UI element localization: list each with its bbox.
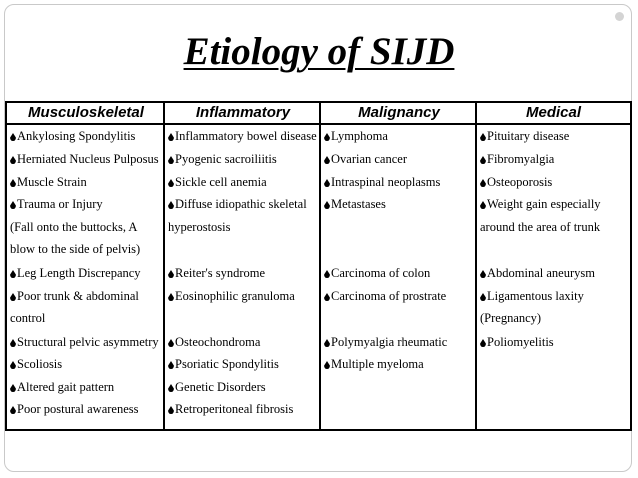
table-cell-line [168, 125, 317, 147]
cell-text: around the area of trunk [480, 220, 601, 234]
bullet-drop-icon [10, 361, 16, 369]
bullet-drop-icon [324, 339, 330, 347]
cell-text: Pituitary disease [487, 129, 570, 143]
cell-text: Sickle cell anemia [175, 175, 267, 189]
cell-text: Pyogenic sacroiliitis [175, 152, 277, 166]
bullet-drop-icon [10, 201, 16, 209]
cell-text: Poliomyelitis [487, 335, 554, 349]
cell-text: Herniated Nucleus Pulposus [17, 152, 159, 166]
bullet-drop-icon [10, 406, 16, 414]
header-malignancy: Malignancy [358, 104, 440, 121]
bullet-drop-icon [10, 293, 16, 301]
cell-text: Scoliosis [17, 357, 63, 371]
table-cell-line [480, 125, 569, 147]
table-cell-line [10, 193, 103, 215]
cell-text: hyperostosis [168, 220, 231, 234]
bullet-drop-icon [10, 384, 16, 392]
cell-text: control [10, 311, 46, 325]
bullet-drop-icon [168, 361, 174, 369]
table-cell-line [168, 398, 293, 420]
cell-text: (Fall onto the buttocks, A [10, 220, 138, 234]
cell-text: Abdominal aneurysm [487, 266, 595, 280]
bullet-drop-icon [168, 384, 174, 392]
cell-text: Osteoporosis [487, 175, 553, 189]
cell-text: Multiple myeloma [331, 357, 424, 371]
bullet-drop-icon [480, 179, 486, 187]
cell-text: Reiter's syndrome [175, 266, 266, 280]
table-cell-line [10, 285, 139, 307]
table-cell-line [324, 285, 446, 307]
table-cell-line [168, 331, 260, 353]
table-cell-line [324, 148, 407, 170]
cell-text: Ankylosing Spondylitis [17, 129, 136, 143]
bullet-drop-icon [324, 133, 330, 141]
table-cell-line [480, 171, 552, 193]
bullet-drop-icon [10, 179, 16, 187]
bullet-drop-icon [168, 179, 174, 187]
cell-text: Psoriatic Spondylitis [175, 357, 279, 371]
bullet-drop-icon [480, 133, 486, 141]
bullet-drop-icon [10, 339, 16, 347]
table-cell-line [168, 262, 265, 284]
cell-text: Altered gait pattern [17, 380, 115, 394]
table-cell-line [480, 285, 584, 307]
column-medical [477, 125, 630, 429]
bullet-drop-icon [324, 270, 330, 278]
cell-text: Genetic Disorders [175, 380, 266, 394]
bullet-drop-icon [168, 156, 174, 164]
cell-text: Leg Length Discrepancy [17, 266, 141, 280]
table-cell-line [10, 353, 62, 375]
bullet-drop-icon [324, 201, 330, 209]
cell-text: Poor postural awareness [17, 402, 139, 416]
cell-text: Fibromyalgia [487, 152, 555, 166]
bullet-drop-icon [480, 270, 486, 278]
table-cell-line [324, 171, 440, 193]
table-cell-line [324, 262, 430, 284]
bullet-drop-icon [480, 156, 486, 164]
cell-text: Structural pelvic asymmetry [17, 335, 159, 349]
table-cell-line [168, 148, 277, 170]
bullet-drop-icon [168, 201, 174, 209]
table-cell-line [480, 307, 541, 329]
corner-dot-icon [615, 12, 624, 21]
table-cell-line [168, 353, 279, 375]
table-cell-line [168, 216, 231, 238]
bullet-drop-icon [10, 156, 16, 164]
slide-title [0, 30, 638, 74]
table-cell-line [480, 331, 554, 353]
cell-text: Osteochondroma [175, 335, 261, 349]
bullet-drop-icon [10, 133, 16, 141]
cell-text: Muscle Strain [17, 175, 87, 189]
table-cell-line [10, 216, 137, 238]
bullet-drop-icon [480, 201, 486, 209]
table-cell-line [10, 307, 45, 329]
cell-text: Metastases [331, 197, 386, 211]
bullet-drop-icon [168, 133, 174, 141]
table-cell-line [480, 193, 601, 215]
column-malignancy [321, 125, 477, 429]
table-cell-line [10, 331, 159, 353]
table-cell-line [10, 262, 141, 284]
etiology-table [5, 101, 632, 431]
slide-title-text: Etiology of SIJD [183, 30, 455, 73]
bullet-drop-icon [324, 361, 330, 369]
bullet-drop-icon [324, 179, 330, 187]
cell-text: Ovarian cancer [331, 152, 407, 166]
table-cell-line [480, 148, 554, 170]
table-cell-line [10, 238, 140, 260]
table-cell-line [324, 331, 447, 353]
cell-text: (Pregnancy) [480, 311, 542, 325]
cell-text: Intraspinal neoplasms [331, 175, 441, 189]
table-cell-line [10, 398, 139, 420]
header-musculoskeletal: Musculoskeletal [28, 104, 144, 121]
table-cell-line [10, 171, 87, 193]
table-cell-line [10, 125, 135, 147]
column-musculoskeletal [7, 125, 165, 429]
cell-text: Lymphoma [331, 129, 388, 143]
table-cell-line [10, 376, 114, 398]
cell-text: blow to the side of pelvis) [10, 242, 141, 256]
table-cell-line [324, 125, 388, 147]
cell-text: Poor trunk & abdominal [17, 289, 139, 303]
header-medical: Medical [525, 104, 582, 121]
cell-text: Retroperitoneal fibrosis [175, 402, 294, 416]
header-inflammatory: Inflammatory [195, 104, 291, 121]
cell-text: Inflammatory bowel disease [175, 129, 317, 143]
bullet-drop-icon [168, 406, 174, 414]
cell-text: Eosinophilic granuloma [175, 289, 295, 303]
cell-text: Weight gain especially [487, 197, 601, 211]
bullet-drop-icon [480, 339, 486, 347]
cell-text: Trauma or Injury [17, 197, 103, 211]
table-cell-line [324, 353, 424, 375]
column-inflammatory [165, 125, 321, 429]
cell-text: Carcinoma of colon [331, 266, 431, 280]
cell-text: Polymyalgia rheumatic [331, 335, 448, 349]
bullet-drop-icon [10, 270, 16, 278]
cell-text: Carcinoma of prostrate [331, 289, 447, 303]
table-cell-line [324, 193, 386, 215]
bullet-drop-icon [168, 339, 174, 347]
bullet-drop-icon [168, 270, 174, 278]
table-cell-line [168, 285, 295, 307]
cell-text: Diffuse idiopathic skeletal [175, 197, 307, 211]
table-cell-line [168, 376, 266, 398]
table-cell-line [480, 262, 595, 284]
bullet-drop-icon [480, 293, 486, 301]
cell-text: Ligamentous laxity [487, 289, 584, 303]
bullet-drop-icon [324, 156, 330, 164]
table-cell-line [168, 171, 267, 193]
table-cell-line [168, 193, 307, 215]
table-cell-line [480, 216, 600, 238]
table-cell-line [10, 148, 159, 170]
bullet-drop-icon [324, 293, 330, 301]
bullet-drop-icon [168, 293, 174, 301]
